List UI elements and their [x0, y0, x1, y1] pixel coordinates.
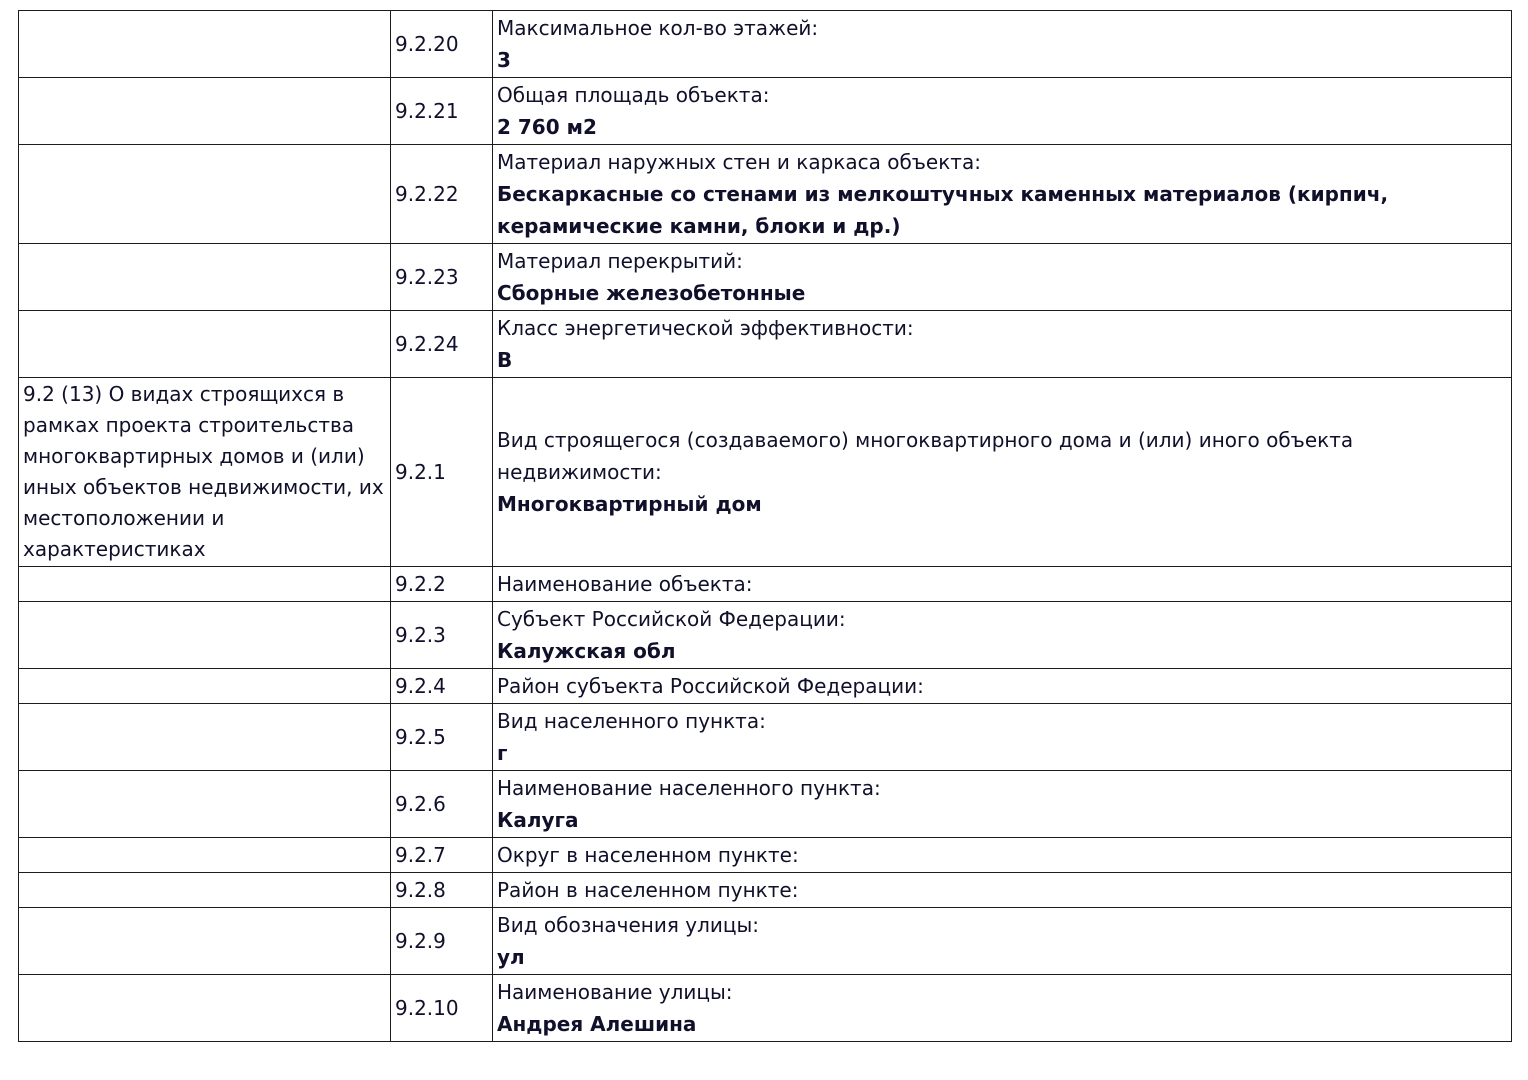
field-label: Максимальное кол-во этажей:	[497, 16, 819, 40]
row-code: 9.2.23	[391, 244, 493, 311]
row-code: 9.2.9	[391, 908, 493, 975]
table-row	[19, 704, 1512, 771]
table-row	[19, 873, 1512, 908]
row-code: 9.2.6	[391, 771, 493, 838]
field-label: Район в населенном пункте:	[497, 878, 799, 902]
row-code: 9.2.7	[391, 838, 493, 873]
section-cell	[19, 11, 391, 78]
row-code: 9.2.24	[391, 311, 493, 378]
table-row-section	[19, 378, 1512, 567]
field-label: Округ в населенном пункте:	[497, 843, 799, 867]
field-cell	[493, 669, 1512, 704]
row-code: 9.2.4	[391, 669, 493, 704]
table-row	[19, 602, 1512, 669]
field-cell	[493, 838, 1512, 873]
field-label: Материал перекрытий:	[497, 249, 743, 273]
section-cell	[19, 975, 391, 1042]
field-value: Андрея Алешина	[497, 1012, 697, 1036]
field-cell	[493, 311, 1512, 378]
field-label: Наименование объекта:	[497, 572, 753, 596]
field-value: г	[497, 741, 508, 765]
table-row	[19, 244, 1512, 311]
field-cell	[493, 78, 1512, 145]
field-label: Общая площадь объекта:	[497, 83, 770, 107]
table-row	[19, 78, 1512, 145]
section-cell	[19, 311, 391, 378]
field-cell	[493, 11, 1512, 78]
field-value: 3	[497, 48, 511, 72]
field-label: Вид строящегося (создаваемого) многоквартирного дома и (или) иного объекта недвижимости:	[497, 428, 1354, 484]
table-row	[19, 838, 1512, 873]
field-value: 2 760 м2	[497, 115, 597, 139]
section-cell	[19, 244, 391, 311]
table-row	[19, 11, 1512, 78]
field-cell	[493, 602, 1512, 669]
section-cell	[19, 873, 391, 908]
row-code: 9.2.21	[391, 78, 493, 145]
section-cell	[19, 669, 391, 704]
field-cell	[493, 873, 1512, 908]
section-cell: 9.2 (13) О видах строящихся в рамках проекта строительства многоквартирных домов и (или) иных объектов недвижимости, их местоположении и характеристиках	[19, 378, 391, 567]
row-code: 9.2.3	[391, 602, 493, 669]
table-row	[19, 567, 1512, 602]
row-code: 9.2.20	[391, 11, 493, 78]
section-cell	[19, 78, 391, 145]
field-value: Калуга	[497, 808, 579, 832]
field-label: Наименование улицы:	[497, 980, 733, 1004]
field-label: Класс энергетической эффективности:	[497, 316, 914, 340]
section-cell	[19, 567, 391, 602]
field-value: В	[497, 348, 513, 372]
field-cell	[493, 908, 1512, 975]
field-value: ул	[497, 945, 525, 969]
row-code: 9.2.1	[391, 378, 493, 567]
row-code: 9.2.5	[391, 704, 493, 771]
field-label: Вид населенного пункта:	[497, 709, 766, 733]
field-cell	[493, 145, 1512, 244]
row-code: 9.2.10	[391, 975, 493, 1042]
row-code: 9.2.2	[391, 567, 493, 602]
field-value: Многоквартирный дом	[497, 492, 762, 516]
field-cell	[493, 771, 1512, 838]
section-cell	[19, 704, 391, 771]
field-cell	[493, 704, 1512, 771]
field-value: Калужская обл	[497, 639, 676, 663]
table-row	[19, 311, 1512, 378]
field-label: Наименование населенного пункта:	[497, 776, 881, 800]
table-row	[19, 145, 1512, 244]
declaration-table	[18, 10, 1512, 1042]
section-cell	[19, 602, 391, 669]
field-label: Субъект Российской Федерации:	[497, 607, 846, 631]
table-row	[19, 975, 1512, 1042]
field-value: Сборные железобетонные	[497, 281, 806, 305]
table-row	[19, 669, 1512, 704]
row-code: 9.2.22	[391, 145, 493, 244]
table-row	[19, 771, 1512, 838]
row-code: 9.2.8	[391, 873, 493, 908]
table-row	[19, 908, 1512, 975]
section-cell	[19, 771, 391, 838]
field-cell	[493, 378, 1512, 567]
field-cell	[493, 244, 1512, 311]
field-label: Район субъекта Российской Федерации:	[497, 674, 924, 698]
field-cell	[493, 567, 1512, 602]
section-cell	[19, 838, 391, 873]
field-label: Материал наружных стен и каркаса объекта:	[497, 150, 981, 174]
section-cell	[19, 145, 391, 244]
field-value: Бескаркасные со стенами из мелкоштучных каменных материалов (кирпич, керамические камни, блоки и др.)	[497, 182, 1389, 238]
field-label: Вид обозначения улицы:	[497, 913, 760, 937]
field-cell	[493, 975, 1512, 1042]
document-page	[18, 10, 1512, 1042]
section-cell	[19, 908, 391, 975]
